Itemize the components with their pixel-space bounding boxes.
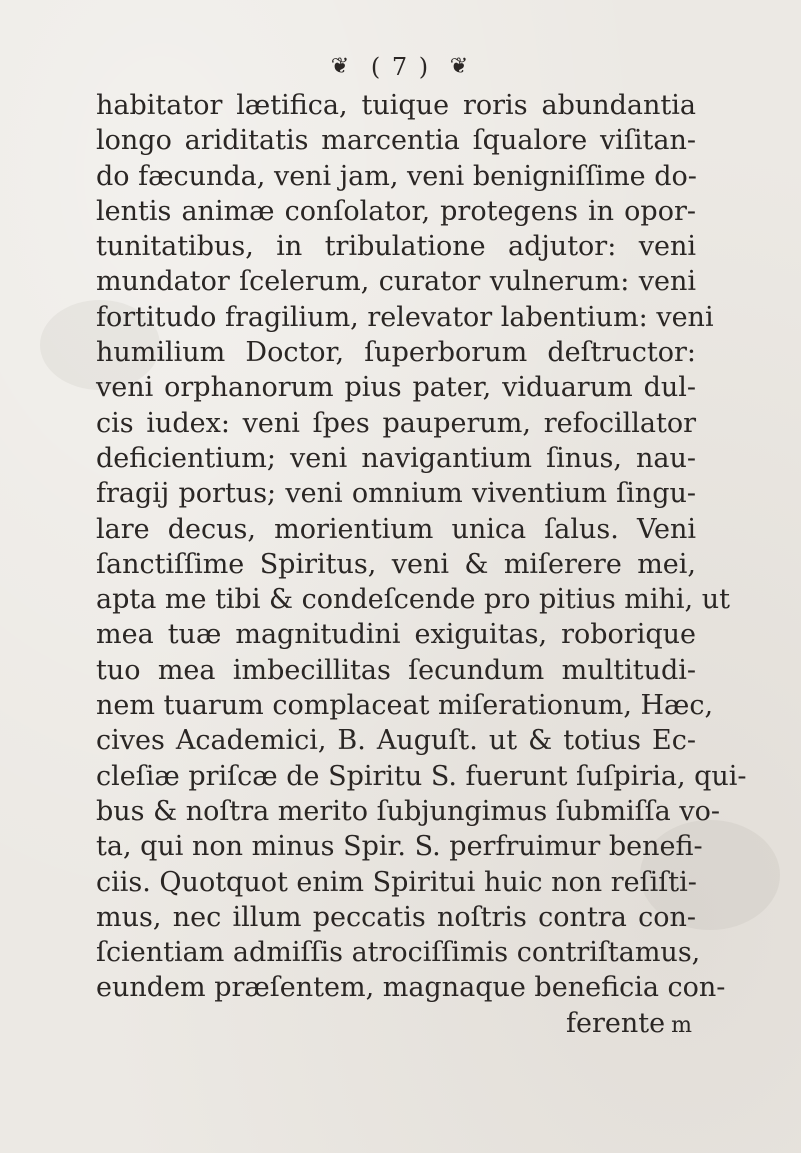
text-line: eundem præſentem, magnaque beneficia con- <box>96 972 726 1004</box>
text-line: cis iudex: veni ſpes pauperum, refocillator <box>96 407 696 439</box>
text-line: ciis. Quotquot enim Spiritui huic non reſiſti- <box>96 866 697 898</box>
body-text <box>96 88 747 1041</box>
text-line: habitator lætifica, tuique roris abundantia <box>96 90 696 121</box>
text-line: fragij portus; veni omnium viventium ſingu- <box>96 478 696 510</box>
text-line: ta, qui non minus Spir. S. perfruimur benefi- <box>96 831 703 863</box>
text-line: tuo mea imbecillitas ſecundum multitudi- <box>96 654 696 686</box>
text-line: lare decus, morientium unica ſalus. Veni <box>96 513 696 545</box>
text-line: bus & noſtra merito ſubjungimus ſubmiſſa vo- <box>96 795 720 827</box>
text-line: mundator ſcelerum, curator vulnerum: veni <box>96 266 696 298</box>
text-line: apta me tibi & condeſcende pro pitius mihi, ut <box>96 584 730 616</box>
text-line: longo ariditatis marcentia ſqualore viſitan- <box>96 125 696 157</box>
page-header <box>0 50 801 82</box>
text-line: nem tuarum complaceat miſerationum, Hæc, <box>96 690 714 722</box>
text-line: deficientium; veni navigantium ſinus, nau- <box>96 442 696 474</box>
text-line: cives Academici, B. Auguſt. ut & totius Ec- <box>96 725 696 757</box>
catchword-glyph: m <box>671 1012 692 1038</box>
text-line: fortitudo fragilium, relevator labentium: veni <box>96 301 714 333</box>
text-line: lentis animæ conſolator, protegens in opor- <box>96 195 696 227</box>
catchword-line <box>96 1006 696 1041</box>
text-line: ſcientiam admiſſis atrociſſimis contriſtamus, <box>96 937 701 969</box>
text-line: mea tuæ magnitudini exiguitas, roborique <box>96 619 696 651</box>
text-line: cleſiæ priſcæ de Spiritu S. fuerunt ſuſpiria, qui- <box>96 760 747 792</box>
text-line: do fæcunda, veni jam, veni benigniſſime do- <box>96 160 697 192</box>
text-line: humilium Doctor, ſuperborum deſtructor: <box>96 337 696 369</box>
ornament-left-icon: ❦ <box>330 53 352 79</box>
text-line: ſanctiſſime Spiritus, veni & miſerere mei, <box>96 548 696 580</box>
text-line: tunitatibus, in tribulatione adjutor: veni <box>96 231 696 263</box>
text-line: veni orphanorum pius pater, viduarum dul- <box>96 372 696 404</box>
catchword: ferente <box>566 1007 666 1039</box>
page-number: ( 7 ) <box>370 52 431 81</box>
text-line: mus, nec illum peccatis noſtris contra con- <box>96 901 696 933</box>
ornament-right-icon: ❦ <box>449 53 471 79</box>
